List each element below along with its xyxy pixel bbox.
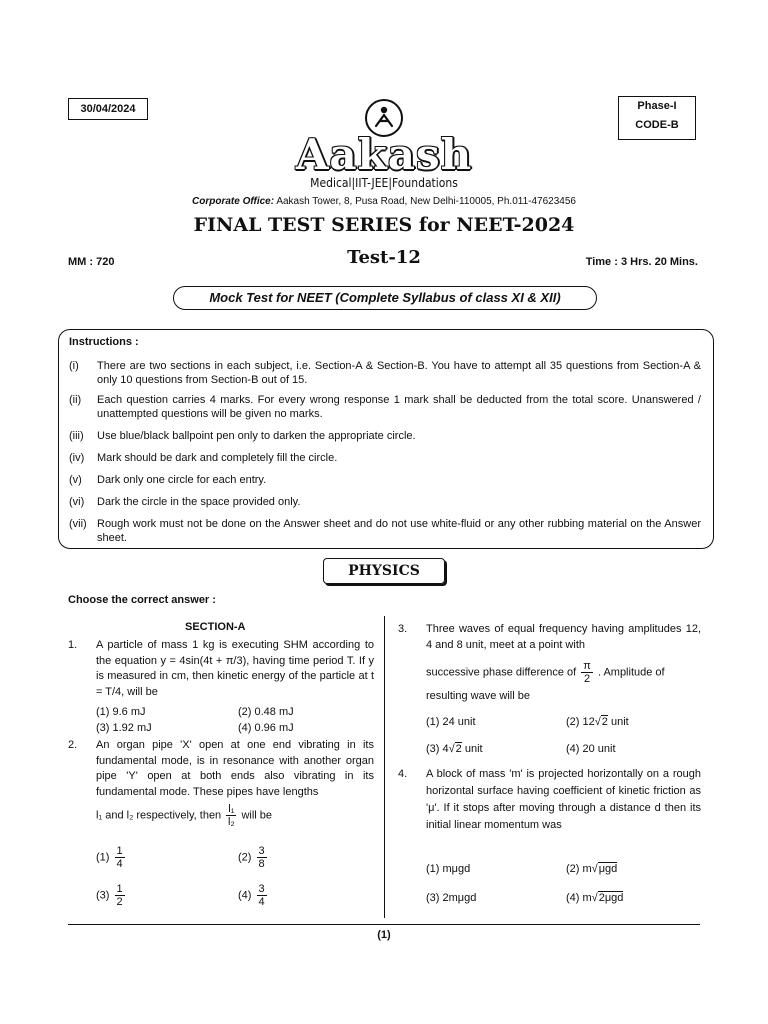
option-1 [96, 845, 127, 870]
radicand: 2 [455, 743, 462, 755]
section-heading: SECTION-A [185, 621, 246, 633]
instruction-item [69, 473, 701, 487]
instruction-text: Rough work must not be done on the Answer sheet and do not use white-fluid or any other rubbing material on the Answer sheet. [97, 518, 701, 544]
brand-tagline: Medical|IIT-JEE|Foundations [310, 176, 458, 190]
instruction-item [69, 451, 701, 465]
option-text: unit [461, 743, 483, 755]
option-4 [238, 883, 269, 908]
question-text: An organ pipe 'X' open at one end vibrating in its fundamental mode, is in resonance with another organ pipe 'Y' open at both ends also vibrating in its fundamental mode. These pipes have lengths [96, 739, 374, 798]
option-2: (2) m√μgd [566, 863, 618, 875]
option-2: (2) 0.48 mJ [238, 706, 294, 718]
question-text: l₁ and l₂ respectively, then [96, 809, 222, 822]
option-label: (2) [238, 851, 252, 864]
instruction-number: (vi) [69, 496, 85, 508]
option-3: (3) 2mμgd [426, 892, 477, 904]
question-3 [398, 622, 701, 653]
option-label: (4) [238, 889, 252, 902]
fraction [257, 845, 267, 870]
question-text: . Amplitude of [597, 666, 665, 679]
footer-divider [68, 924, 700, 925]
option-4: (4) 0.96 mJ [238, 722, 294, 734]
option-text: unit [607, 716, 629, 728]
question-number: 3. [398, 623, 408, 635]
option-label: (3) [96, 889, 110, 902]
fraction-denominator: 2 [584, 673, 591, 685]
fraction [581, 660, 593, 685]
option-text: (2) 12 [566, 716, 595, 728]
option-text: (2) m [566, 863, 592, 875]
max-marks: MM : 720 [68, 256, 115, 268]
option-3 [96, 883, 127, 908]
instruction-text: Each question carries 4 marks. For every wrong response 1 mark shall be deducted from the total score. Unanswered / unattempted questions will be given no marks. [97, 394, 701, 420]
option-text: (3) 4 [426, 743, 449, 755]
fraction [115, 883, 125, 908]
series-title: FINAL TEST SERIES for NEET-2024 [193, 214, 575, 236]
radicand: μgd [598, 863, 618, 875]
instruction-item [69, 429, 701, 443]
option-text: (4) m [566, 892, 592, 904]
subject-heading: PHYSICS [323, 558, 445, 584]
instruction-item [69, 517, 701, 545]
instruction-number: (v) [69, 474, 82, 486]
page-number: (1) [377, 929, 391, 941]
fraction-denominator: l₂ [227, 816, 235, 828]
question-3-continued [426, 660, 665, 685]
fraction-denominator: 4 [258, 896, 265, 908]
office-label: Corporate Office: [192, 196, 275, 207]
office-address: Aakash Tower, 8, Pusa Road, New Delhi-110005, Ph.011-47623456 [276, 196, 576, 207]
radicand: 2μgd [598, 892, 624, 904]
date-box [68, 98, 148, 120]
mock-test-title: Mock Test for NEET (Complete Syllabus of class XI & XII) [173, 286, 597, 310]
instruction-text: Mark should be dark and completely fill the circle. [97, 452, 338, 464]
instruction-item [69, 359, 701, 387]
instruction-number: (ii) [69, 394, 82, 406]
choose-correct-answer: Choose the correct answer : [68, 594, 216, 606]
option-3: (3) 4√2 unit [426, 743, 483, 755]
fraction-numerator: 1 [116, 883, 123, 895]
option-label: (1) [96, 851, 110, 864]
option-2 [238, 845, 269, 870]
option-1: (1) mμgd [426, 863, 471, 875]
question-number: 1. [68, 639, 78, 651]
column-divider [384, 616, 385, 918]
question-4 [398, 766, 701, 834]
option-1: (1) 24 unit [426, 716, 476, 728]
fraction [257, 883, 267, 908]
fraction-denominator: 4 [116, 858, 123, 870]
instructions-title: Instructions : [69, 336, 139, 348]
question-text: resulting wave will be [426, 690, 530, 702]
instruction-number: (i) [69, 360, 79, 372]
question-number: 4. [398, 768, 408, 780]
fraction [226, 803, 236, 828]
question-2-continued [96, 803, 272, 828]
corporate-office [0, 196, 768, 207]
fraction-numerator: 3 [258, 845, 265, 857]
option-2: (2) 12√2 unit [566, 716, 629, 728]
instruction-text: There are two sections in each subject, i.e. Section-A & Section-B. You have to attempt all 35 questions from Section-A & only 10 questions from Section-B out of 15. [97, 360, 701, 386]
instruction-item [69, 495, 701, 509]
fraction-denominator: 2 [116, 896, 123, 908]
radicand: 2 [601, 716, 608, 728]
question-number: 2. [68, 739, 78, 751]
fraction-denominator: 8 [258, 858, 265, 870]
instruction-number: (vii) [69, 518, 87, 530]
question-text: A particle of mass 1 kg is executing SHM according to the equation y = 4sin(4t + π/3), having time period T. If y is measured in cm, then kinetic energy of the particle at t = T/4, will be [96, 639, 374, 698]
option-4: (4) m√2μgd [566, 892, 624, 904]
instruction-text: Dark the circle in the space provided only. [97, 496, 301, 508]
phase-label: Phase-I [637, 100, 677, 112]
fraction-numerator: 3 [258, 883, 265, 895]
fraction-numerator: l₁ [228, 803, 235, 815]
fraction-numerator: 1 [116, 845, 123, 857]
option-3: (3) 1.92 mJ [96, 722, 152, 734]
fraction [115, 845, 125, 870]
instruction-number: (iv) [69, 452, 85, 464]
instruction-text: Dark only one circle for each entry. [97, 474, 267, 486]
exam-date: 30/04/2024 [80, 103, 136, 115]
duration: Time : 3 Hrs. 20 Mins. [585, 256, 698, 268]
instruction-text: Use blue/black ballpoint pen only to darken the appropriate circle. [97, 430, 416, 442]
option-1: (1) 9.6 mJ [96, 706, 146, 718]
code-label: CODE-B [635, 119, 679, 131]
question-text: successive phase difference of [426, 666, 577, 679]
question-text: Three waves of equal frequency having amplitudes 12, 4 and 8 unit, meet at a point with [426, 623, 701, 651]
option-4: (4) 20 unit [566, 743, 616, 755]
question-text: will be [241, 809, 273, 822]
instruction-number: (iii) [69, 430, 84, 442]
question-2 [68, 738, 374, 800]
question-1 [68, 638, 374, 700]
instructions-box [58, 329, 714, 549]
question-text: A block of mass 'm' is projected horizontally on a rough horizontal surface having coefficient of kinetic friction as 'μ'. If it stops after moving through a distance d then its initial linear momentum was [426, 768, 701, 831]
fraction-numerator: π [583, 660, 591, 672]
test-number: Test-12 [347, 247, 421, 268]
instruction-item [69, 393, 701, 421]
brand-name: Aakash [295, 130, 473, 179]
